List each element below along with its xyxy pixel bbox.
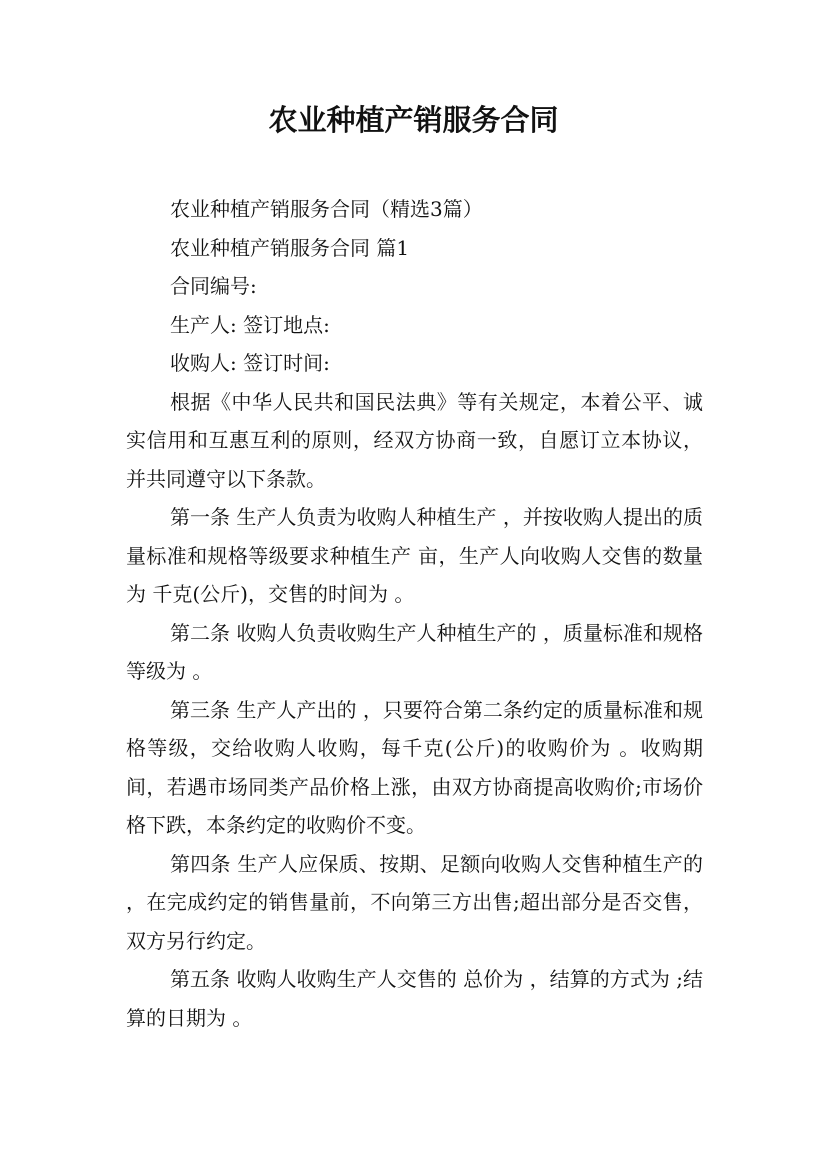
paragraph-section-heading: 农业种植产销服务合同 篇1 <box>170 235 410 260</box>
paragraph-article-1: 第一条 生产人负责为收购人种植生产 ，并按收购人提出的质量标准和规格等级要求种植生产 亩，生产人向收购人交售的数量为 千克(公斤)，交售的时间为 。 <box>126 505 703 606</box>
paragraph-article-2: 第二条 收购人负责收购生产人种植生产的 ，质量标准和规格等级为 。 <box>126 620 703 683</box>
document-body <box>126 190 703 1037</box>
paragraph-article-5: 第五条 收购人收购生产人交售的 总价为 ，结算的方式为 ;结算的日期为 。 <box>126 967 703 1030</box>
paragraph-producer: 生产人: 签订地点: <box>170 312 330 337</box>
paragraph-purchaser: 收购人: 签订时间: <box>170 351 330 375</box>
paragraph-article-4: 第四条 生产人应保质、按期、足额向收购人交售种植生产的 ，在完成约定的销售量前，不向第三方出售;超出部分是否交售，双方另行约定。 <box>126 851 703 953</box>
paragraph-preamble: 根据《中华人民共和国民法典》等有关规定，本着公平、诚实信用和互惠互利的原则，经双方协商一致，自愿订立本协议，并共同遵守以下条款。 <box>126 389 703 491</box>
paragraph-subtitle: 农业种植产销服务合同（精选3篇） <box>170 197 483 221</box>
paragraph-article-3: 第三条 生产人产出的 ，只要符合第二条约定的质量标准和规格等级，交给收购人收购，每千克(公斤)的收购价为 。收购期间，若遇市场同类产品价格上涨，由双方协商提高收购价;市场价格下跌，本条约定的收购价不变。 <box>126 697 703 837</box>
paragraph-contract-number: 合同编号: <box>170 274 257 298</box>
document-title: 农业种植产销服务合同 <box>268 103 559 137</box>
